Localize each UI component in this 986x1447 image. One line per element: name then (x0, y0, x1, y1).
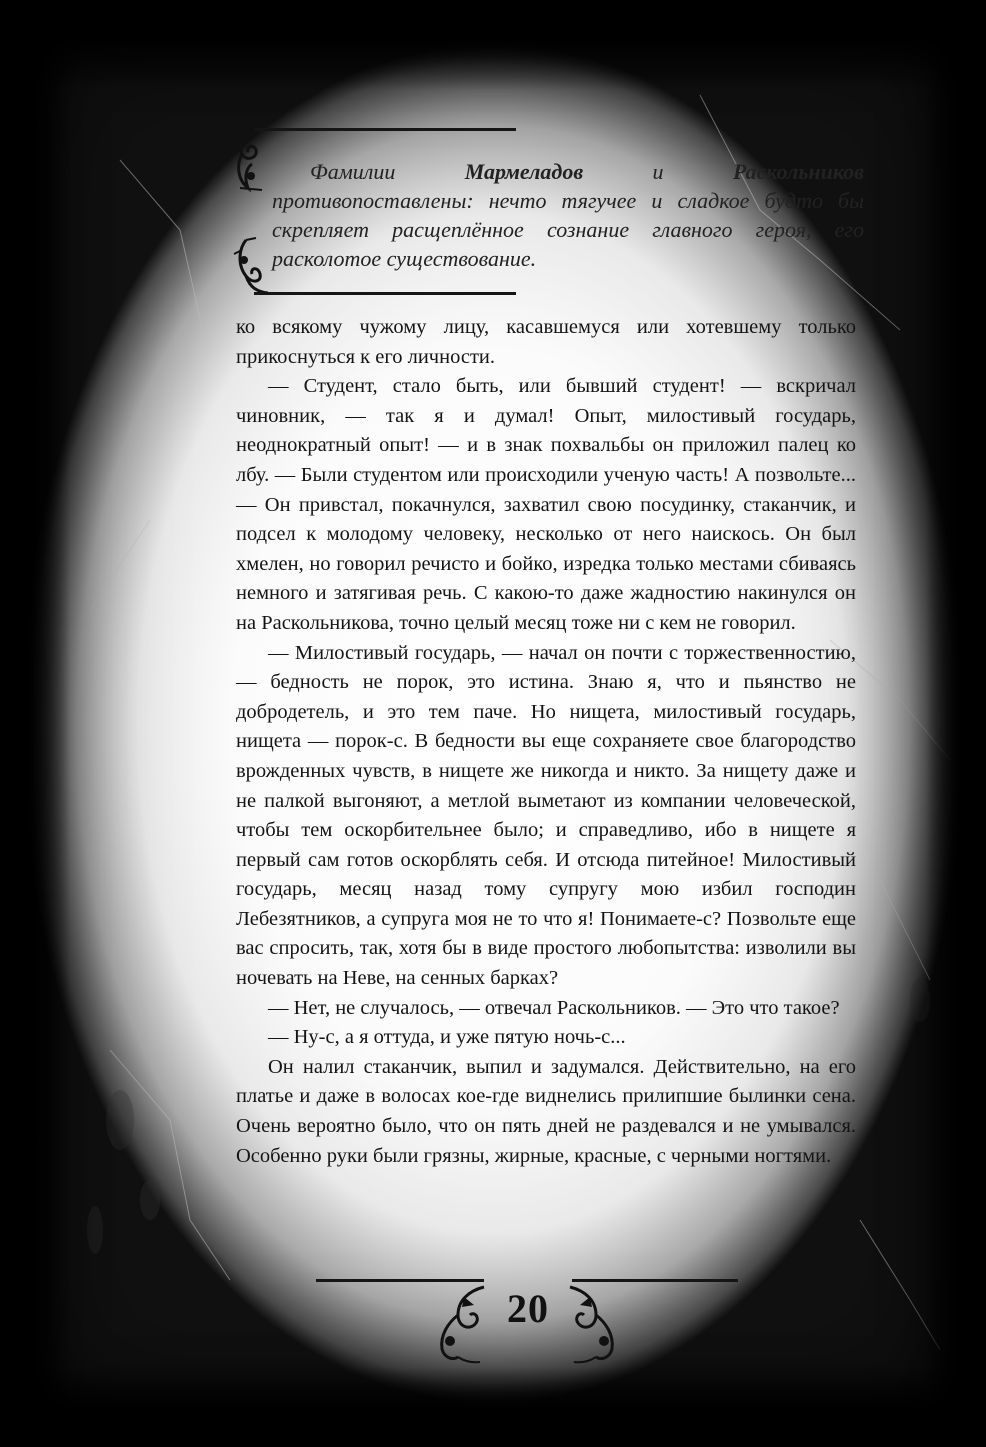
page-footer (316, 1279, 738, 1379)
body-text (236, 313, 856, 1171)
vignette-right (926, 0, 986, 1447)
note-rule-top (254, 128, 516, 131)
paragraph: — Ну-с, а я оттуда, и уже пятую ночь-с... (268, 1026, 626, 1049)
paragraph: ко всякому чужому лицу, касавшемуся или хотевшему только прикоснуться к его личности. (236, 316, 856, 368)
footer-rule-right (572, 1279, 738, 1282)
page-number: 20 (507, 1286, 549, 1331)
note-rule-bottom (254, 292, 516, 295)
vignette-top (0, 0, 986, 90)
paragraph: — Нет, не случалось, — отвечал Раскольников. — Это что такое? (268, 996, 840, 1019)
footer-ornament-left-icon (434, 1283, 490, 1367)
footer-ornament-right-icon (564, 1283, 620, 1367)
paragraph: — Студент, стало быть, или бывший студент! — вскричал чиновник, — так я и думал! Опыт, милостивый государь, неоднократный опыт! — и в знак похвальбы он приложил палец ко лбу. — Были студентом или происходили ученую часть! А позвольте... — Он привстал, покачнулся, захватил свою посудинку, стаканчик, и подсел к молодому человеку, несколько от него наискось. Он был хмелен, но говорил речисто и бойко, изредка только местами сбиваясь немного и затягивая речь. С какою-то даже жадностию накинулся он на Раскольникова, точно целый месяц тоже ни с кем не говорил. (236, 375, 856, 634)
vignette-left (0, 0, 70, 1447)
sidebar-note (232, 128, 865, 300)
flourish-bottom-icon (232, 236, 272, 296)
paragraph: — Милостивый государь, — начал он почти с торжественностию, — бедность не порок, это истина. Знаю я, что и пьянство не добродетель, и это тем паче. Но нищета, милостивый государь, нищета — порок-с. В бедности вы еще сохраняете свое благородство врожденных чувств, в нищете же никогда и никто. За нищету даже и не палкой выгоняют, а метлой выметают из компании человеческой, чтобы тем оскорбительнее было; и справедливо, ибо в нищете я первый сам готов оскорблять себя. И отсюда питейное! Милостивый государь, месяц назад тому супругу мою избил господин Лебезятников, а супруга моя не то что я! Понимаете-с? Позвольте еще вас спросить, так, хотя бы в виде простого любопытства: изволили вы ночевать на Неве, на сенных барках? (236, 641, 856, 990)
name-raskolnikov: Раскольников (732, 159, 865, 184)
note-text: Фамилии Мармеладов и Раскольников противопоставлены: нечто тягучее и сладкое будто бы скрепляет расщеплённое сознание главного героя, его расколотое существование. (272, 159, 865, 271)
name-marmeladov: Мармеладов (464, 159, 584, 184)
footer-rule-left (316, 1279, 484, 1282)
paragraph: Он налил стаканчик, выпил и задумался. Действительно, на его платье и даже в волосах кое-где виднелись прилипшие былинки сена. Очень вероятно было, что он пять дней не раздевался и не умывался. Особенно руки были грязны, жирные, красные, с черными ногтями. (236, 1055, 856, 1167)
flourish-top-icon (232, 132, 272, 192)
vignette-bottom (0, 1367, 986, 1447)
